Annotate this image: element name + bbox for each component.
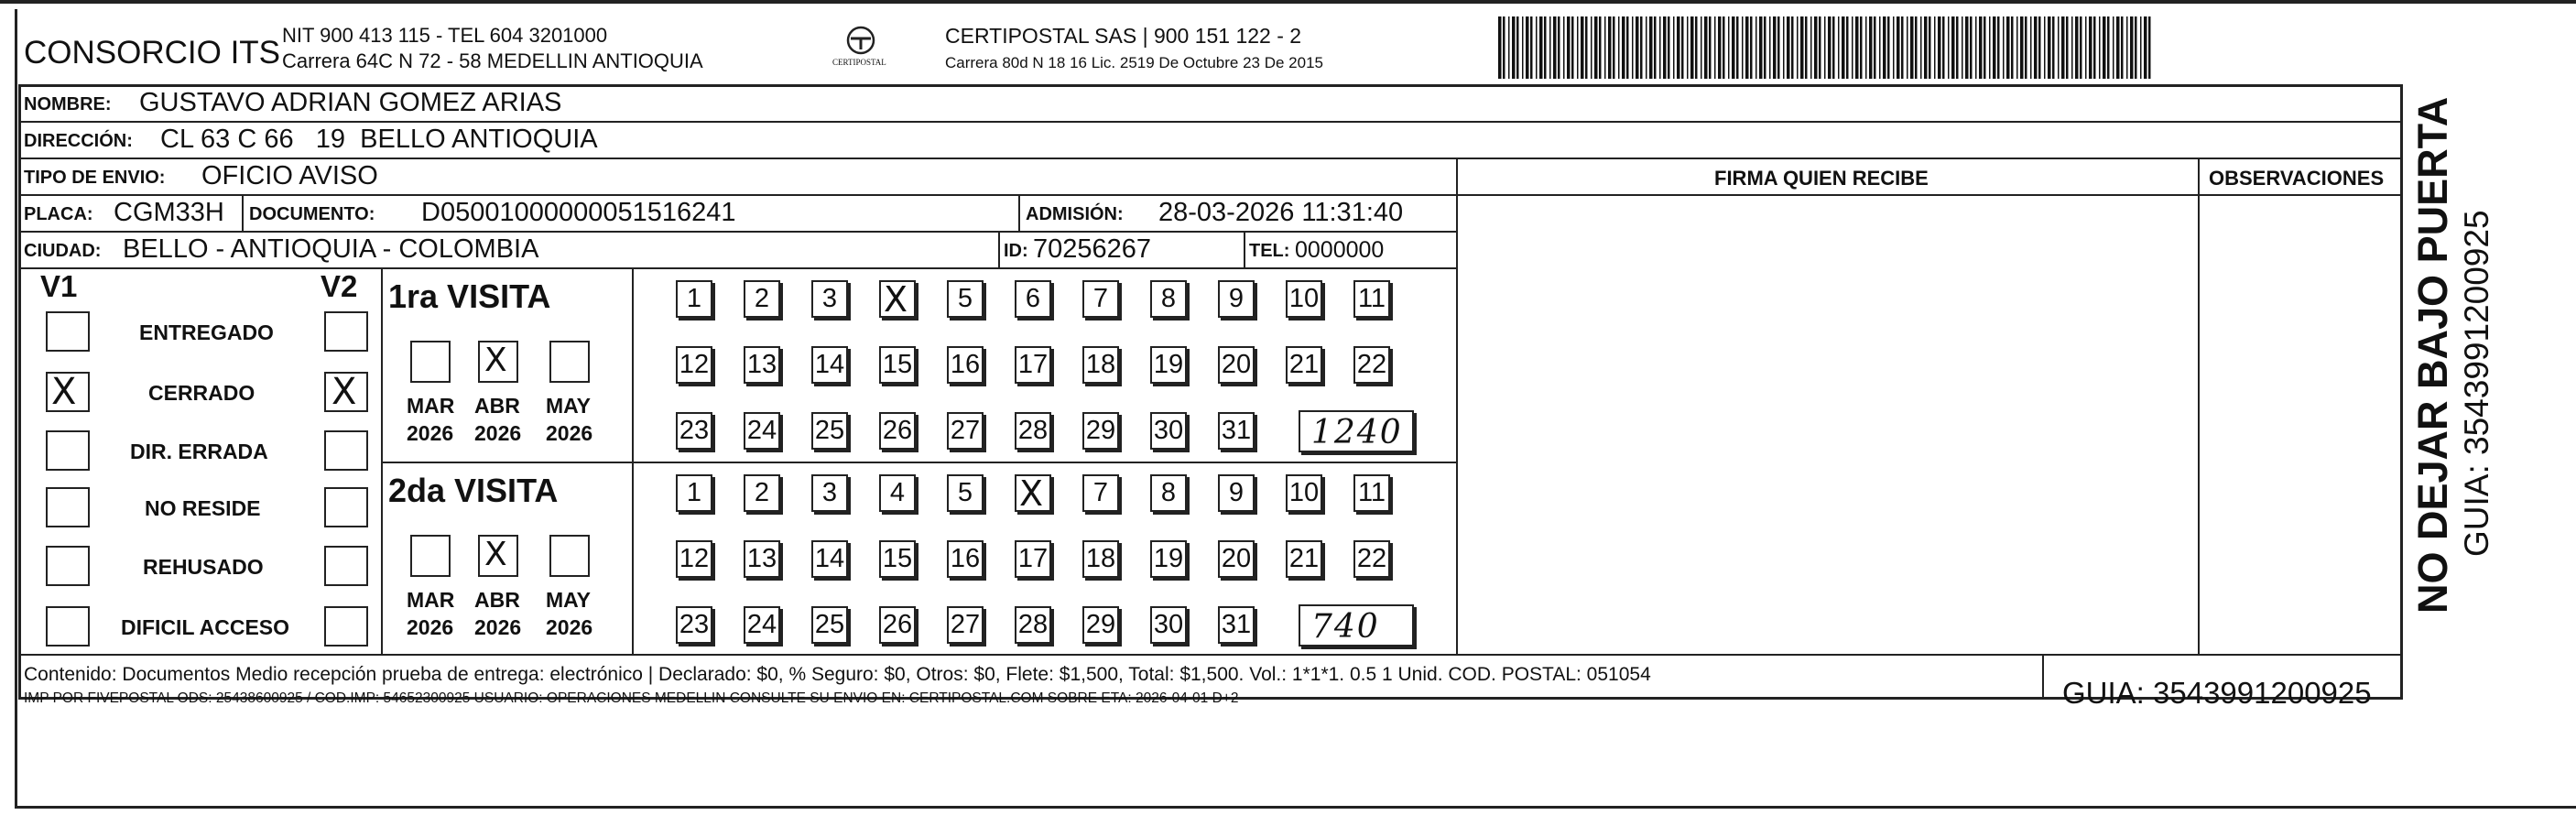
tipo-envio-label: TIPO DE ENVIO:: [24, 168, 166, 188]
day-number: 18: [1085, 350, 1116, 379]
day-number: 5: [957, 478, 973, 507]
day-number: 22: [1356, 350, 1387, 379]
day-checkbox[interactable]: [744, 346, 780, 384]
day-number: 29: [1085, 416, 1116, 445]
v2-label: V2: [321, 269, 358, 303]
row-line: [381, 462, 1456, 463]
day-number: 10: [1288, 478, 1320, 507]
side-guia: GUIA: 3543991200925: [2458, 210, 2495, 557]
day-number: 23: [679, 416, 710, 445]
day-checkbox[interactable]: [1286, 280, 1322, 318]
day-number: 1: [686, 284, 702, 313]
day-number: 18: [1085, 544, 1116, 573]
day-checkbox[interactable]: [1082, 606, 1119, 644]
day-number: 4: [889, 478, 906, 507]
company-name: CONSORCIO ITS: [24, 35, 281, 71]
admision-value: 28-03-2026 11:31:40: [1158, 198, 1404, 227]
row-line: [1456, 194, 2403, 196]
day-number: 6: [1025, 284, 1041, 313]
day-checkbox[interactable]: [1015, 280, 1051, 318]
status-option-label: REHUSADO: [143, 555, 264, 579]
day-checkbox[interactable]: [1150, 412, 1187, 450]
day-number: 16: [950, 350, 981, 379]
day-checkbox[interactable]: [1286, 540, 1322, 578]
day-checkbox[interactable]: [1286, 474, 1322, 512]
row-line: [18, 267, 1456, 269]
observaciones-label: OBSERVACIONES: [2209, 167, 2385, 190]
status-option-label: DIFICIL ACCESO: [121, 615, 290, 639]
side-text: [2409, 96, 2502, 614]
year-label: 2026: [407, 615, 454, 639]
day-checkbox[interactable]: [1150, 280, 1187, 318]
nombre-value: GUSTAVO ADRIAN GOMEZ ARIAS: [139, 88, 562, 117]
day-number: 5: [957, 284, 973, 313]
v1-checkbox[interactable]: [46, 606, 90, 647]
day-checkbox[interactable]: [879, 474, 916, 512]
day-number: 10: [1288, 284, 1320, 313]
day-number: 17: [1017, 544, 1049, 573]
year-label: 2026: [546, 615, 593, 639]
month-check-mark: X: [484, 536, 507, 573]
direccion-value: CL 63 C 66 19 BELLO ANTIOQUIA: [160, 125, 598, 154]
v1-checkbox[interactable]: [46, 311, 90, 352]
day-number: 13: [746, 350, 777, 379]
tipo-envio-value: OFICIO AVISO: [201, 161, 378, 190]
month-checkbox[interactable]: [410, 341, 451, 383]
day-checkbox[interactable]: [811, 280, 848, 318]
day-checkbox[interactable]: [1353, 540, 1390, 578]
day-checkbox[interactable]: [879, 346, 916, 384]
ciudad-label: CIUDAD:: [24, 241, 102, 261]
day-number: 27: [950, 610, 981, 639]
row-line: [18, 194, 1456, 196]
day-check-mark: X: [884, 279, 908, 320]
certipostal-address: Carrera 80d N 18 16 Lic. 2519 De Octubre 23 De 2015: [945, 54, 1323, 71]
month-label: MAY: [546, 588, 591, 612]
status-option-label: ENTREGADO: [139, 321, 274, 344]
side-warning: NO DEJAR BAJO PUERTA: [2409, 96, 2456, 614]
day-number: 20: [1221, 544, 1252, 573]
day-checkbox[interactable]: [1015, 540, 1051, 578]
day-number: 8: [1160, 478, 1177, 507]
day-number: 1: [686, 478, 702, 507]
certipostal-logo: [829, 22, 893, 77]
v1-checkbox[interactable]: [46, 487, 90, 527]
status-option-label: NO RESIDE: [145, 496, 261, 520]
day-checkbox[interactable]: [676, 412, 712, 450]
day-number: 7: [1092, 478, 1109, 507]
day-number: 19: [1153, 544, 1184, 573]
handwritten-time: 740: [1311, 608, 1380, 646]
month-label: MAR: [407, 394, 455, 418]
id-label: ID:: [1004, 241, 1028, 261]
year-label: 2026: [474, 615, 522, 639]
v2-checkbox[interactable]: [324, 487, 368, 527]
day-number: 12: [679, 544, 710, 573]
day-checkbox[interactable]: [947, 540, 984, 578]
day-checkbox[interactable]: [744, 540, 780, 578]
left-rule: [15, 9, 17, 808]
day-checkbox[interactable]: [879, 606, 916, 644]
check-mark-v1: X: [51, 371, 77, 413]
day-number: 2: [754, 478, 770, 507]
day-checkbox[interactable]: [676, 606, 712, 644]
day-checkbox[interactable]: [676, 280, 712, 318]
row-line: [18, 231, 1456, 233]
day-checkbox[interactable]: [1015, 606, 1051, 644]
day-number: 31: [1221, 610, 1252, 639]
status-option-label: DIR. ERRADA: [130, 440, 268, 463]
day-checkbox[interactable]: [1082, 540, 1119, 578]
day-number: 26: [882, 610, 913, 639]
month-checkbox[interactable]: [478, 535, 518, 577]
day-number: 19: [1153, 350, 1184, 379]
day-checkbox[interactable]: [947, 412, 984, 450]
day-checkbox[interactable]: [1015, 412, 1051, 450]
day-number: 21: [1288, 544, 1320, 573]
day-number: 24: [746, 416, 777, 445]
day-number: 14: [814, 544, 845, 573]
col-line: [381, 267, 383, 654]
time-box[interactable]: [1299, 604, 1414, 647]
day-number: 11: [1357, 478, 1386, 507]
day-checkbox[interactable]: [1082, 412, 1119, 450]
day-checkbox[interactable]: [1150, 474, 1187, 512]
firma-label: FIRMA QUIEN RECIBE: [1714, 167, 1929, 190]
contenido-text: Contenido: Documentos Medio recepción prueba de entrega: electrónico | Declarado: $0, % Seguro: $0, Otros: $0, Flete: $1,500, Total: $1,500. Vol.: 1*1*1. 0.5 1 Unid. COD. POSTAL: 051054: [24, 664, 1651, 685]
day-checkbox[interactable]: [1082, 474, 1119, 512]
day-number: 8: [1160, 284, 1177, 313]
day-number: 16: [950, 544, 981, 573]
day-number: 26: [882, 416, 913, 445]
visit-2-title: 2da VISITA: [388, 472, 559, 509]
nombre-label: NOMBRE:: [24, 94, 112, 114]
v1-checkbox[interactable]: [46, 546, 90, 586]
day-checkbox[interactable]: [811, 346, 848, 384]
day-checkbox[interactable]: [947, 474, 984, 512]
id-value: 70256267: [1033, 234, 1152, 264]
day-number: 20: [1221, 350, 1252, 379]
month-label: ABR: [474, 588, 520, 612]
month-checkbox[interactable]: [549, 535, 590, 577]
v1-checkbox[interactable]: [46, 430, 90, 471]
month-label: MAR: [407, 588, 455, 612]
month-checkbox[interactable]: [410, 535, 451, 577]
admision-label: ADMISIÓN:: [1026, 204, 1124, 224]
col-line: [2042, 656, 2044, 700]
day-number: 17: [1017, 350, 1049, 379]
day-number: 15: [882, 544, 913, 573]
day-number: 7: [1092, 284, 1109, 313]
day-checkbox[interactable]: [1150, 540, 1187, 578]
logo-text: CERTIPOSTAL: [832, 58, 886, 67]
day-number: 31: [1221, 416, 1252, 445]
tel-label: TEL:: [1249, 241, 1290, 261]
check-mark-v2: X: [332, 371, 357, 413]
day-checkbox[interactable]: [947, 346, 984, 384]
day-checkbox[interactable]: [811, 412, 848, 450]
day-checkbox[interactable]: [947, 606, 984, 644]
day-checkbox[interactable]: [1150, 606, 1187, 644]
imp-text: IMP POR FIVEPOSTAL ODS: 25438600925 / COD.IMP: 54652300925 USUARIO: OPERACIONES MEDELLIN CONSULTE SU ENVIO EN: CERTIPOSTAL.COM SOBRE ETA: 2026-04-01 D+2: [24, 690, 1239, 706]
day-checkbox[interactable]: [1082, 346, 1119, 384]
day-checkbox[interactable]: [879, 540, 916, 578]
day-number: 29: [1085, 610, 1116, 639]
day-checkbox[interactable]: [744, 280, 780, 318]
month-checkbox[interactable]: [549, 341, 590, 383]
tel-value: 0000000: [1295, 237, 1385, 263]
barcode: [1498, 16, 2156, 79]
day-checkbox[interactable]: [1015, 346, 1051, 384]
day-number: 23: [679, 610, 710, 639]
day-checkbox[interactable]: [1218, 346, 1255, 384]
day-checkbox[interactable]: [676, 474, 712, 512]
row-line: [18, 654, 2403, 656]
day-check-mark: X: [1019, 473, 1044, 514]
v1-checkbox[interactable]: [46, 372, 90, 412]
day-checkbox[interactable]: [1218, 540, 1255, 578]
day-checkbox[interactable]: [1015, 474, 1051, 512]
time-box[interactable]: [1299, 410, 1414, 452]
col-line: [2198, 158, 2200, 654]
documento-value: D05001000000051516241: [421, 198, 736, 227]
day-number: 22: [1356, 544, 1387, 573]
day-checkbox[interactable]: [811, 606, 848, 644]
year-label: 2026: [546, 421, 593, 445]
day-checkbox[interactable]: [947, 280, 984, 318]
day-number: 27: [950, 416, 981, 445]
day-checkbox[interactable]: [1353, 280, 1390, 318]
day-checkbox[interactable]: [1082, 280, 1119, 318]
top-rule: [0, 0, 2576, 4]
day-number: 30: [1153, 416, 1184, 445]
col-line: [242, 194, 244, 231]
col-line: [998, 231, 1000, 267]
day-checkbox[interactable]: [1353, 474, 1390, 512]
status-option-label: CERRADO: [148, 381, 255, 405]
year-label: 2026: [407, 421, 454, 445]
v2-checkbox[interactable]: [324, 430, 368, 471]
v2-checkbox[interactable]: [324, 546, 368, 586]
v2-checkbox[interactable]: [324, 311, 368, 352]
placa-label: PLACA:: [24, 204, 93, 224]
documento-label: DOCUMENTO:: [249, 204, 375, 224]
day-checkbox[interactable]: [1353, 346, 1390, 384]
certipostal-name: CERTIPOSTAL SAS | 900 151 122 - 2: [945, 24, 1302, 48]
col-line: [1244, 231, 1245, 267]
day-number: 15: [882, 350, 913, 379]
day-checkbox[interactable]: [1218, 474, 1255, 512]
day-checkbox[interactable]: [1150, 346, 1187, 384]
day-number: 25: [814, 610, 845, 639]
day-number: 21: [1288, 350, 1320, 379]
direccion-label: DIRECCIÓN:: [24, 131, 133, 151]
day-number: 28: [1017, 610, 1049, 639]
day-number: 3: [821, 284, 838, 313]
placa-value: CGM33H: [114, 198, 224, 227]
month-label: MAY: [546, 394, 591, 418]
day-number: 9: [1228, 478, 1245, 507]
day-checkbox[interactable]: [676, 540, 712, 578]
day-checkbox[interactable]: [744, 474, 780, 512]
year-label: 2026: [474, 421, 522, 445]
day-checkbox[interactable]: [1218, 280, 1255, 318]
row-line: [18, 158, 2403, 159]
month-check-mark: X: [484, 342, 507, 379]
day-checkbox[interactable]: [1218, 412, 1255, 450]
day-checkbox[interactable]: [879, 280, 916, 318]
day-number: 11: [1357, 284, 1386, 313]
day-checkbox[interactable]: [744, 606, 780, 644]
row-line: [18, 121, 2403, 123]
day-checkbox[interactable]: [1286, 346, 1322, 384]
day-number: 12: [679, 350, 710, 379]
day-number: 14: [814, 350, 845, 379]
day-checkbox[interactable]: [1218, 606, 1255, 644]
day-number: 30: [1153, 610, 1184, 639]
day-number: 28: [1017, 416, 1049, 445]
month-label: ABR: [474, 394, 520, 418]
v2-checkbox[interactable]: [324, 372, 368, 412]
col-line: [632, 267, 634, 654]
visit-1-title: 1ra VISITA: [388, 277, 551, 315]
col-line: [1018, 194, 1020, 231]
month-checkbox[interactable]: [478, 341, 518, 383]
day-number: 25: [814, 416, 845, 445]
v2-checkbox[interactable]: [324, 606, 368, 647]
company-nit: NIT 900 413 115 - TEL 604 3201000: [282, 24, 608, 47]
day-checkbox[interactable]: [879, 412, 916, 450]
col-line: [1456, 158, 1458, 654]
day-number: 2: [754, 284, 770, 313]
day-number: 3: [821, 478, 838, 507]
day-number: 24: [746, 610, 777, 639]
day-number: 13: [746, 544, 777, 573]
day-checkbox[interactable]: [811, 540, 848, 578]
day-checkbox[interactable]: [744, 412, 780, 450]
ciudad-value: BELLO - ANTIOQUIA - COLOMBIA: [123, 234, 539, 264]
company-address: Carrera 64C N 72 - 58 MEDELLIN ANTIOQUIA: [282, 49, 703, 72]
day-checkbox[interactable]: [676, 346, 712, 384]
bottom-rule: [15, 806, 2576, 809]
v1-label: V1: [40, 269, 78, 303]
day-checkbox[interactable]: [811, 474, 848, 512]
handwritten-time: 1240: [1311, 414, 1403, 451]
footer-guia: GUIA: 3543991200925: [2062, 676, 2372, 710]
day-number: 9: [1228, 284, 1245, 313]
